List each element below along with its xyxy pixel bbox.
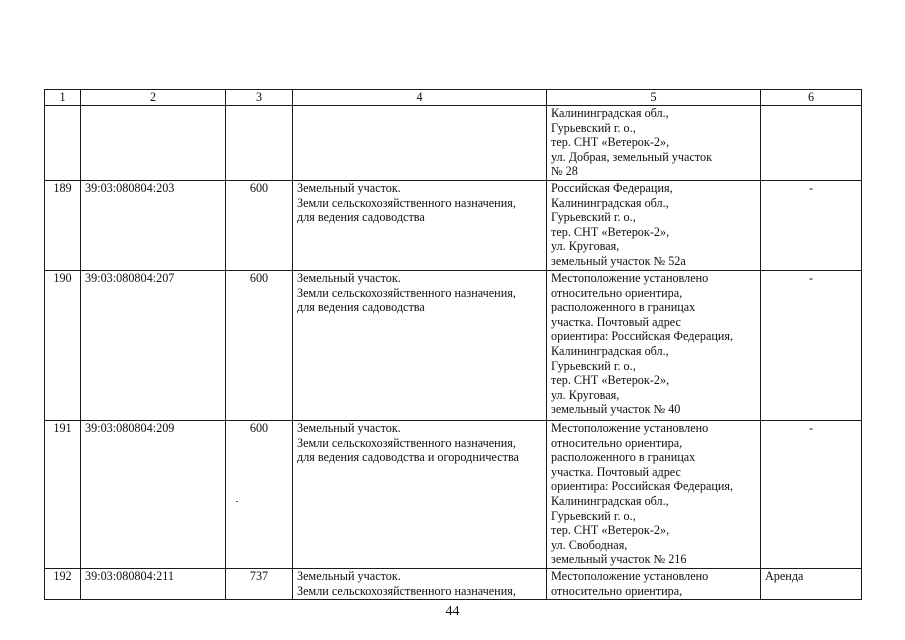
row-number: 192	[45, 569, 81, 600]
column-number: 3	[226, 90, 293, 106]
encumbrance: -	[761, 271, 862, 421]
column-number: 2	[81, 90, 226, 106]
cadastral-number: 39:03:080804:207	[81, 271, 226, 421]
cadastral-number: 39:03:080804:203	[81, 181, 226, 271]
encumbrance: Аренда	[761, 569, 862, 600]
encumbrance: -	[761, 181, 862, 271]
plot-description: Земельный участок. Земли сельскохозяйственного назначения, для ведения садоводства и огородничества	[293, 421, 547, 569]
row-number: 189	[45, 181, 81, 271]
cadastral-number: 39:03:080804:209	[81, 421, 226, 569]
table-row	[45, 421, 862, 569]
land-plot-table	[44, 89, 862, 600]
plot-description: Земельный участок. Земли сельскохозяйственного назначения, для ведения садоводства	[293, 271, 547, 421]
column-number: 4	[293, 90, 547, 106]
scan-speck	[236, 501, 238, 502]
row-number: 191	[45, 421, 81, 569]
plot-location: Местоположение установлено относительно ориентира, расположенного в границах участка. Почтовый адрес ориентира: Российская Федерация, Калининградская обл., Гурьевский г. о., тер. СНТ «Ветерок-2», ул. Круговая, земельный участок № 40	[547, 271, 761, 421]
plot-area	[226, 106, 293, 181]
column-number-row	[45, 90, 862, 106]
plot-area: 600	[226, 181, 293, 271]
plot-location: Калининградская обл., Гурьевский г. о., тер. СНТ «Ветерок-2», ул. Добрая, земельный участок № 28	[547, 106, 761, 181]
table-row	[45, 271, 862, 421]
plot-location: Местоположение установлено относительно ориентира,	[547, 569, 761, 600]
column-number: 1	[45, 90, 81, 106]
column-number: 5	[547, 90, 761, 106]
plot-description	[293, 106, 547, 181]
row-number	[45, 106, 81, 181]
encumbrance	[761, 106, 862, 181]
table-row	[45, 181, 862, 271]
plot-location: Местоположение установлено относительно ориентира, расположенного в границах участка. Почтовый адрес ориентира: Российская Федерация, Калининградская обл., Гурьевский г. о., тер. СНТ «Ветерок-2», ул. Свободная, земельный участок № 216	[547, 421, 761, 569]
page-number: 44	[445, 604, 460, 619]
plot-area: 600	[226, 421, 293, 569]
cadastral-number	[81, 106, 226, 181]
encumbrance: -	[761, 421, 862, 569]
document-page	[44, 89, 861, 600]
plot-description: Земельный участок. Земли сельскохозяйственного назначения, для ведения садоводства	[293, 181, 547, 271]
column-number: 6	[761, 90, 862, 106]
table-row	[45, 106, 862, 181]
cadastral-number: 39:03:080804:211	[81, 569, 226, 600]
table-row	[45, 569, 862, 600]
plot-area: 600	[226, 271, 293, 421]
plot-area: 737	[226, 569, 293, 600]
plot-description: Земельный участок. Земли сельскохозяйственного назначения,	[293, 569, 547, 600]
row-number: 190	[45, 271, 81, 421]
plot-location: Российская Федерация, Калининградская обл., Гурьевский г. о., тер. СНТ «Ветерок-2», ул. Круговая, земельный участок № 52а	[547, 181, 761, 271]
